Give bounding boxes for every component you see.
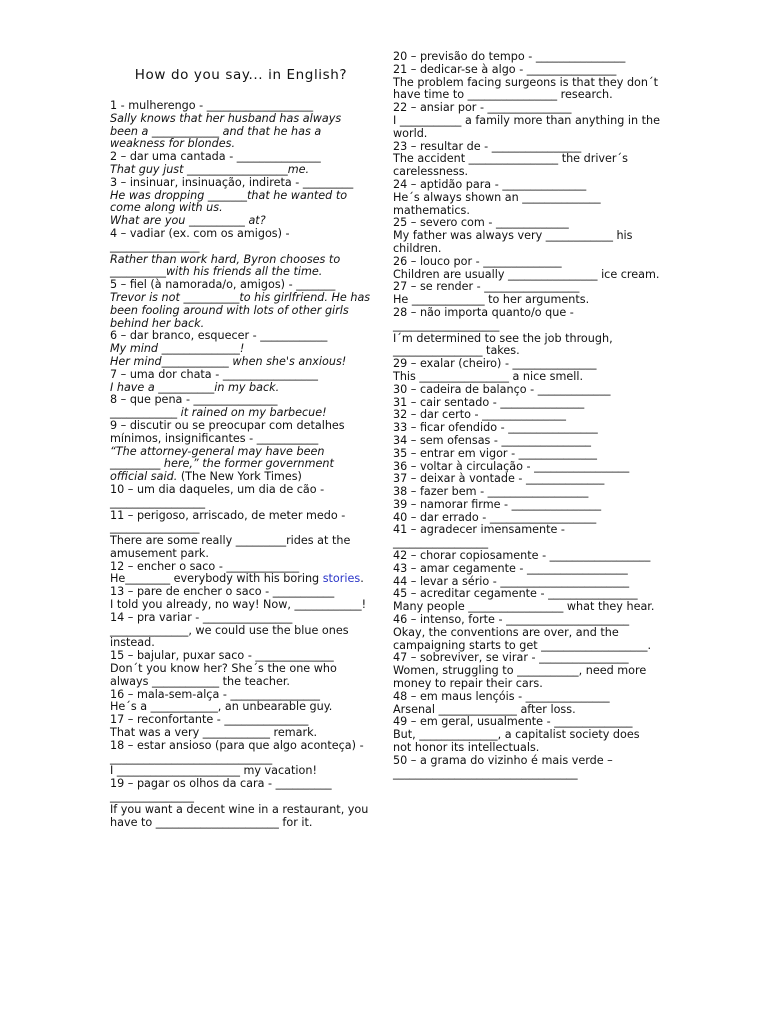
line-text: 12 – encher o saco - _____________: [110, 559, 300, 573]
left-line: [110, 228, 372, 254]
right-line: 28 – não importa quanto/o que - ___________________: [393, 305, 578, 332]
line-text: Her mind____________ when she's anxious!: [110, 354, 347, 368]
left-line: [110, 510, 372, 536]
line-text: 8 – que pena - _______________: [110, 393, 278, 407]
right-line: 23 – resultar de - ________________: [393, 139, 582, 153]
right-line: 20 – previsão do tempo - ________________: [393, 50, 626, 63]
right-line: 29 – exalar (cheiro) - _______________: [393, 357, 597, 371]
line-text: Don´t you know her? She´s the one who always ____________ the teacher.: [110, 662, 341, 688]
line-tail: .: [360, 572, 364, 586]
right-line: 34 – sem ofensas - ________________: [393, 433, 592, 447]
right-line: But, ______________, a capitalist society does not honor its intellectuals.: [393, 728, 644, 755]
right-line: He _____________ to her arguments.: [393, 293, 590, 307]
right-line: 38 – fazer bem - __________________: [393, 485, 589, 499]
right-line: Children are usually ________________ ice cream.: [393, 267, 660, 281]
line-text: That was a very ____________ remark.: [110, 726, 318, 740]
right-line: 41 – agradecer imensamente - _________________: [393, 523, 569, 550]
right-line: 45 – acreditar cegamente - ________________: [393, 587, 638, 601]
right-line: 37 – deixar à vontade - ______________: [393, 472, 605, 486]
right-line: 31 – cair sentado - _______________: [393, 395, 585, 409]
right-line: 49 – em geral, usualmente - ______________: [393, 715, 633, 729]
right-line: 25 – severo com - _____________: [393, 216, 569, 230]
left-line: [110, 740, 372, 766]
right-line: 27 – se render - _________________: [393, 280, 580, 294]
line-text: 15 – bajular, puxar saco - ______________: [110, 649, 334, 663]
line-text: Rather than work hard, Byron chooses to __________with his friends all the time.: [110, 252, 344, 279]
left-column: [110, 0, 372, 829]
right-line: The accident ________________ the driver´s carelessness.: [393, 152, 632, 179]
right-line: 21 – dedicar-se à algo - ________________: [393, 62, 617, 76]
right-line: I ___________ a family more than anything in the world.: [393, 113, 664, 140]
line-tail: (The New York Times): [177, 470, 302, 484]
line-text: I have a __________in my back.: [110, 380, 280, 394]
right-line: Many people _________________ what they hear.: [393, 600, 655, 614]
right-line: This ________________ a nice smell.: [393, 369, 584, 383]
line-text: 6 – dar branco, esquecer - ____________: [110, 329, 328, 343]
right-line: The problem facing surgeons is that they don´t have time to ________________ research.: [393, 75, 662, 102]
line-text: ______________, we could use the blue ones instead.: [110, 623, 353, 650]
stories-link[interactable]: stories: [322, 572, 361, 586]
line-text: Sally knows that her husband has always been a ____________ and that he has a weakness for blondes.: [110, 111, 345, 151]
right-line: 32 – dar certo - _______________: [393, 408, 566, 422]
line-text: 5 – fiel (à namorada/o, amigos) - _______: [110, 278, 336, 292]
left-line: [110, 254, 372, 280]
right-line: 44 – levar a sério - _______________________: [393, 574, 630, 588]
line-text: 13 – pare de encher o saco - ___________: [110, 585, 335, 599]
line-text: 10 – um dia daqueles, um dia de cão - _________________: [110, 482, 328, 509]
left-line: [110, 420, 372, 446]
right-line: My father was always very ____________ his children.: [393, 229, 637, 255]
line-text: “The attorney-general may have been _________ here,” the former government official said.: [110, 444, 338, 484]
right-line: 50 – a grama do vizinho é mais verde – _________________________________: [393, 753, 617, 780]
page-title: How do you say... in English?: [134, 67, 348, 83]
line-text: 14 – pra variar - ________________: [110, 610, 293, 624]
left-line: [110, 663, 372, 689]
line-text: 17 – reconfortante - _______________: [110, 713, 309, 727]
left-line: [110, 535, 372, 561]
right-line: I´m determined to see the job through, ________________ takes.: [393, 331, 617, 358]
line-text: 11 – perigoso, arriscado, de meter medo - ________________: [110, 508, 349, 535]
line-text: 2 – dar uma cantada - _______________: [110, 150, 321, 164]
right-line: 40 – dar errado - ___________________: [393, 510, 597, 524]
left-line: [110, 484, 372, 510]
right-line: 39 – namorar firme - ________________: [393, 497, 602, 511]
line-text: 3 – insinuar, insinuação, indireta - _________: [110, 175, 354, 189]
right-line: 24 – aptidão para - _______________: [393, 177, 587, 191]
line-text: 9 – discutir ou se preocupar com detalhes mínimos, insignificantes - ___________: [110, 418, 349, 445]
line-text: What are you __________ at?: [110, 214, 266, 228]
line-text: Trevor is not __________to his girlfriend. He has been fooling around with lots of other girls behind her back.: [110, 290, 374, 330]
left-line: [110, 625, 372, 651]
right-line: Okay, the conventions are over, and the campaigning starts to get ___________________.: [393, 625, 652, 652]
left-line: [110, 804, 372, 830]
left-line: [110, 292, 372, 330]
right-column: [393, 0, 664, 780]
right-line: Arsenal ______________ after loss.: [393, 702, 576, 716]
line-text: 1 - mulherengo - ___________________: [110, 99, 314, 112]
left-line: [110, 190, 372, 216]
right-line: 35 – entrar em vigor - ______________: [393, 446, 597, 460]
line-text: 4 – vadiar (ex. com os amigos) - ________________: [110, 226, 294, 253]
line-text: 16 – mala-sem-alça - ________________: [110, 687, 320, 701]
right-line: Women, struggling to ___________, need more money to repair their cars.: [393, 664, 650, 691]
right-line: 22 – ansiar por - _______________: [393, 101, 572, 115]
line-text: My mind ______________!: [110, 342, 245, 356]
line-text: I told you already, no way! Now, ____________!: [110, 598, 367, 612]
line-text: ____________ it rained on my barbecue!: [110, 406, 327, 420]
left-line: [110, 113, 372, 151]
line-text: He´s a ____________, an unbearable guy.: [110, 700, 333, 714]
line-text: 19 – pagar os olhos da cara - __________ _______________: [110, 777, 336, 804]
right-line: 33 – ficar ofendido - ________________: [393, 421, 598, 435]
line-text: If you want a decent wine in a restaurant, you have to ______________________ for it.: [110, 802, 372, 829]
left-line: [110, 778, 372, 804]
right-line: 48 – em maus lençóis - _______________: [393, 689, 610, 703]
right-line: 26 – louco por - ______________: [393, 254, 562, 268]
line-text: I ______________________ my vacation!: [110, 764, 317, 778]
line-text: He________ everybody with his boring: [110, 572, 323, 586]
line-text: 7 – uma dor chata - _________________: [110, 367, 318, 381]
right-line: 30 – cadeira de balanço - _____________: [393, 382, 611, 396]
right-line: 42 – chorar copiosamente - __________________: [393, 549, 651, 563]
right-line: 47 – sobreviver, se virar - ________________: [393, 651, 629, 665]
line-text: 18 – estar ansioso (para que algo aconteça) - _____________________________: [110, 738, 368, 765]
right-line: He´s always shown an ______________ mathematics.: [393, 190, 605, 217]
line-text: There are some really _________rides at the amusement park.: [110, 534, 354, 560]
right-line: 46 – intenso, forte - ______________________: [393, 613, 630, 627]
line-text: That guy just __________________me.: [110, 162, 310, 176]
right-line: 43 – amar cegamente - __________________: [393, 561, 628, 575]
line-text: He was dropping _______that he wanted to come along with us.: [110, 188, 351, 215]
left-line: [110, 446, 372, 484]
right-line: 36 – voltar à circulação - _________________: [393, 459, 630, 473]
